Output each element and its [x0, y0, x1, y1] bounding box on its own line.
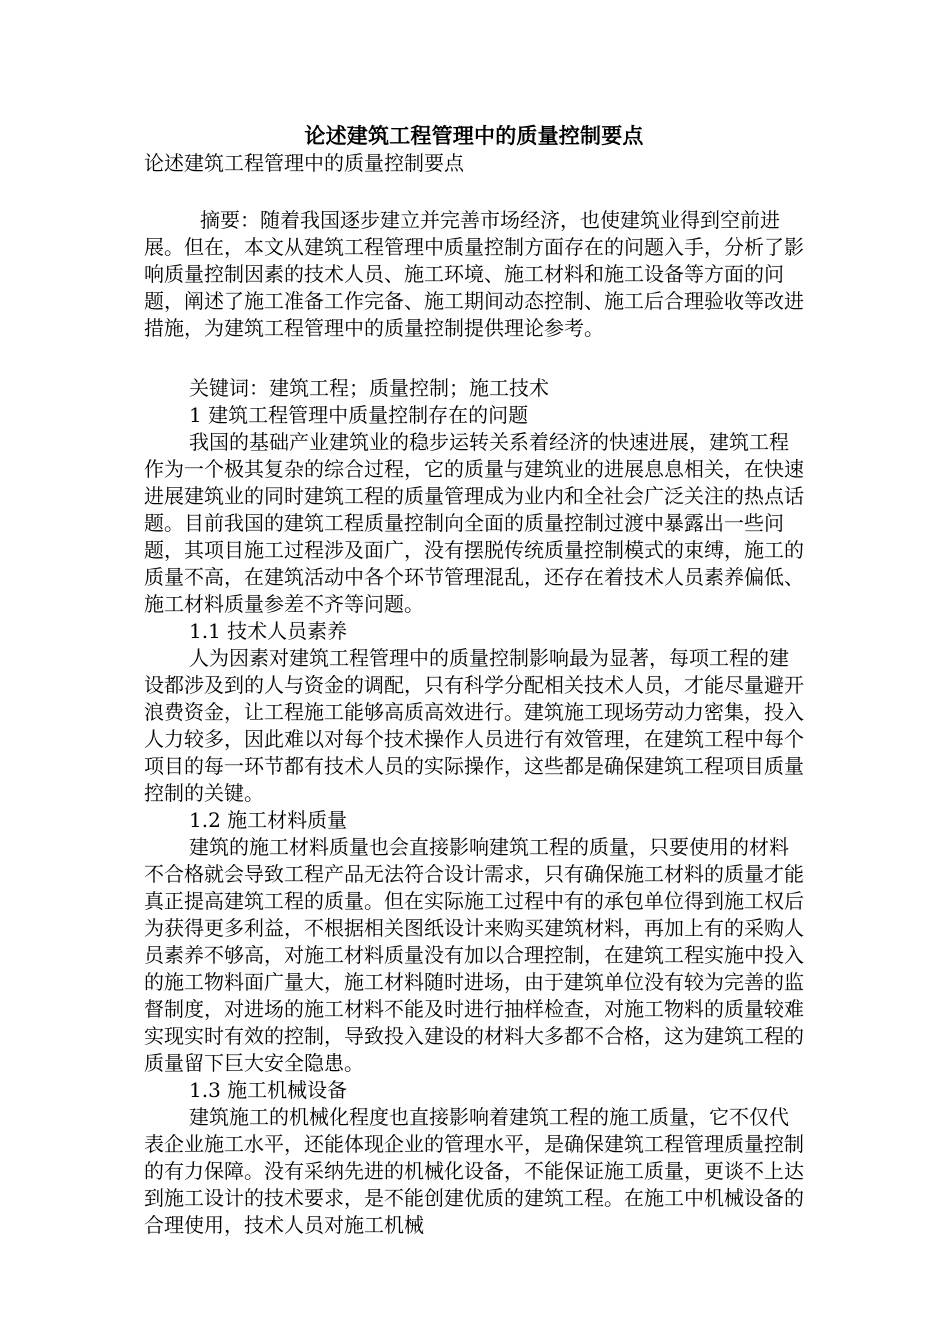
section-1-1-body: 人为因素对建筑工程管理中的质量控制影响最为显著，每项工程的建设都涉及到的人与资金的调配，只有科学分配相关技术人员，才能尽量避开浪费资金，让工程施工能够高质高效进行。建筑施工现场劳动力密集，投入人力较多，因此难以对每个技术操作人员进行有效管理，在建筑工程中每个项目的每一环节都有技术人员的实际操作，这些都是确保建筑工程项目质量控制的关键。 [144, 646, 804, 805]
document-subtitle: 论述建筑工程管理中的质量控制要点 [144, 151, 464, 175]
section-1-heading: 1 建筑工程管理中质量控制存在的问题 [189, 403, 529, 427]
section-1-1-heading: 1.1 技术人员素养 [189, 619, 348, 643]
keywords-line: 关键词：建筑工程；质量控制；施工技术 [189, 376, 549, 400]
abstract-paragraph: 摘要：随着我国逐步建立并完善市场经济，也使建筑业得到空前进展。但在，本文从建筑工程管理中质量控制方面存在的问题入手，分析了影响质量控制因素的技术人员、施工环境、施工材料和施工设备等方面的问题，阐述了施工准备工作完备、施工期间动态控制、施工后合理验收等改进措施，为建筑工程管理中的质量控制提供理论参考。 [144, 208, 804, 340]
section-1-3-heading: 1.3 施工机械设备 [189, 1078, 348, 1102]
section-1-2-heading: 1.2 施工材料质量 [189, 808, 348, 832]
section-1-body: 我国的基础产业建筑业的稳步运转关系着经济的快速进展，建筑工程作为一个极其复杂的综合过程，它的质量与建筑业的进展息息相关，在快速进展建筑业的同时建筑工程的质量管理成为业内和全社会广泛关注的热点话题。目前我国的建筑工程质量控制向全面的质量控制过渡中暴露出一些问题，其项目施工过程涉及面广，没有摆脱传统质量控制模式的束缚，施工的质量不高，在建筑活动中各个环节管理混乱，还存在着技术人员素养偏低、施工材料质量参差不齐等问题。 [144, 430, 804, 616]
section-1-2-body: 建筑的施工材料质量也会直接影响建筑工程的质量，只要使用的材料不合格就会导致工程产品无法符合设计需求，只有确保施工材料的质量才能真正提高建筑工程的质量。但在实际施工过程中有的承包单位得到施工权后为获得更多利益，不根据相关图纸设计来购买建筑材料，再加上有的采购人员素养不够高，对施工材料质量没有加以合理控制，在建筑工程实施中投入的施工物料面广量大，施工材料随时进场，由于建筑单位没有较为完善的监督制度，对进场的施工材料不能及时进行抽样检查，对施工物料的质量较难实现实时有效的控制，导致投入建设的材料大多都不合格，这为建筑工程的质量留下巨大安全隐患。 [144, 835, 804, 1075]
document-page [144, 122, 804, 1239]
section-1-3-body: 建筑施工的机械化程度也直接影响着建筑工程的施工质量，它不仅代表企业施工水平，还能体现企业的管理水平，是确保建筑工程管理质量控制的有力保障。没有采纳先进的机械化设备，不能保证施工质量，更谈不上达到施工设计的技术要求，是不能创建优质的建筑工程。在施工中机械设备的合理使用，技术人员对施工机械 [144, 1105, 804, 1237]
document-title: 论述建筑工程管理中的质量控制要点 [304, 123, 644, 148]
